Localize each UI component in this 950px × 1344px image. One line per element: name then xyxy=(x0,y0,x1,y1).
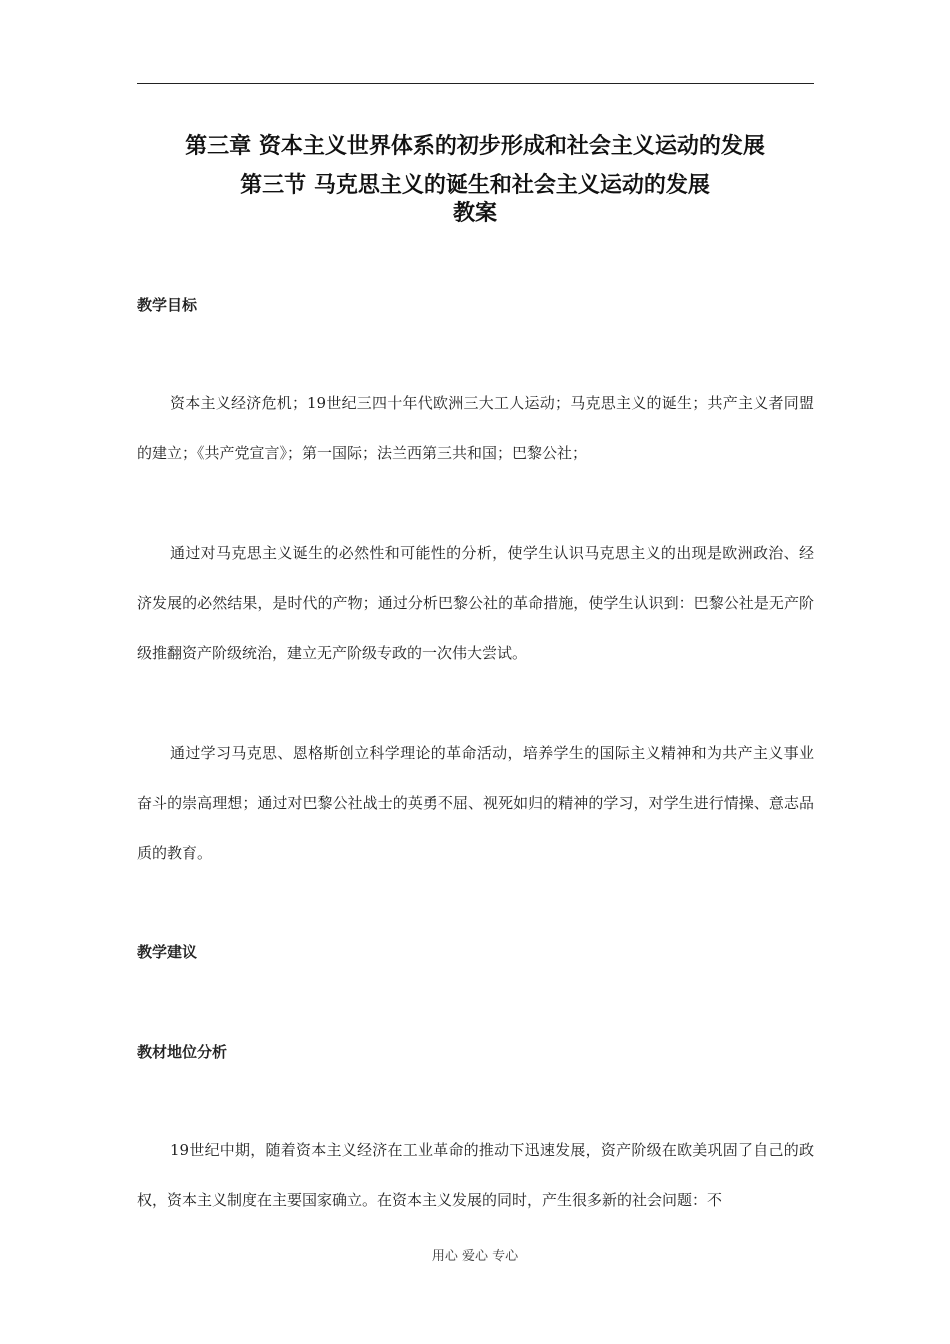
paragraph-goals-ability: 通过对马克思主义诞生的必然性和可能性的分析，使学生认识马克思主义的出现是欧洲政治、经济发展的必然结果，是时代的产物；通过分析巴黎公社的革命措施，使学生认识到：巴黎公社是无产阶级推翻资产阶级统治，建立无产阶级专政的一次伟大尝试。 xyxy=(137,544,814,662)
heading-material-analysis: 教材地位分析 xyxy=(137,1043,228,1061)
heading-teaching-suggestions: 教学建议 xyxy=(137,943,198,961)
paragraph-goals-knowledge: 资本主义经济危机；19世纪三四十年代欧洲三大工人运动；马克思主义的诞生；共产主义者同盟的建立；《共产党宣言》；第一国际；法兰西第三共和国；巴黎公社； xyxy=(137,394,814,462)
doc-type-title: 教案 xyxy=(452,201,497,226)
heading-teaching-goals: 教学目标 xyxy=(137,296,198,314)
paragraph-goals-emotion: 通过学习马克思、恩格斯创立科学理论的革命活动，培养学生的国际主义精神和为共产主义事业奋斗的崇高理想；通过对巴黎公社战士的英勇不屈、视死如归的精神的学习，对学生进行情操、意志品质的教育。 xyxy=(137,744,814,862)
section-title: 第三节 马克思主义的诞生和社会主义运动的发展 xyxy=(240,173,710,198)
page-footer: 用心 爱心 专心 xyxy=(431,1249,519,1264)
paragraph-material-text: 19世纪中期，随着资本主义经济在工业革命的推动下迅速发展，资产阶级在欧美巩固了自己的政权，资本主义制度在主要国家确立。在资本主义发展的同时，产生很多新的社会问题：不 xyxy=(137,1141,814,1209)
chapter-title: 第三章 资本主义世界体系的初步形成和社会主义运动的发展 xyxy=(185,134,765,159)
header-rule xyxy=(137,83,814,84)
